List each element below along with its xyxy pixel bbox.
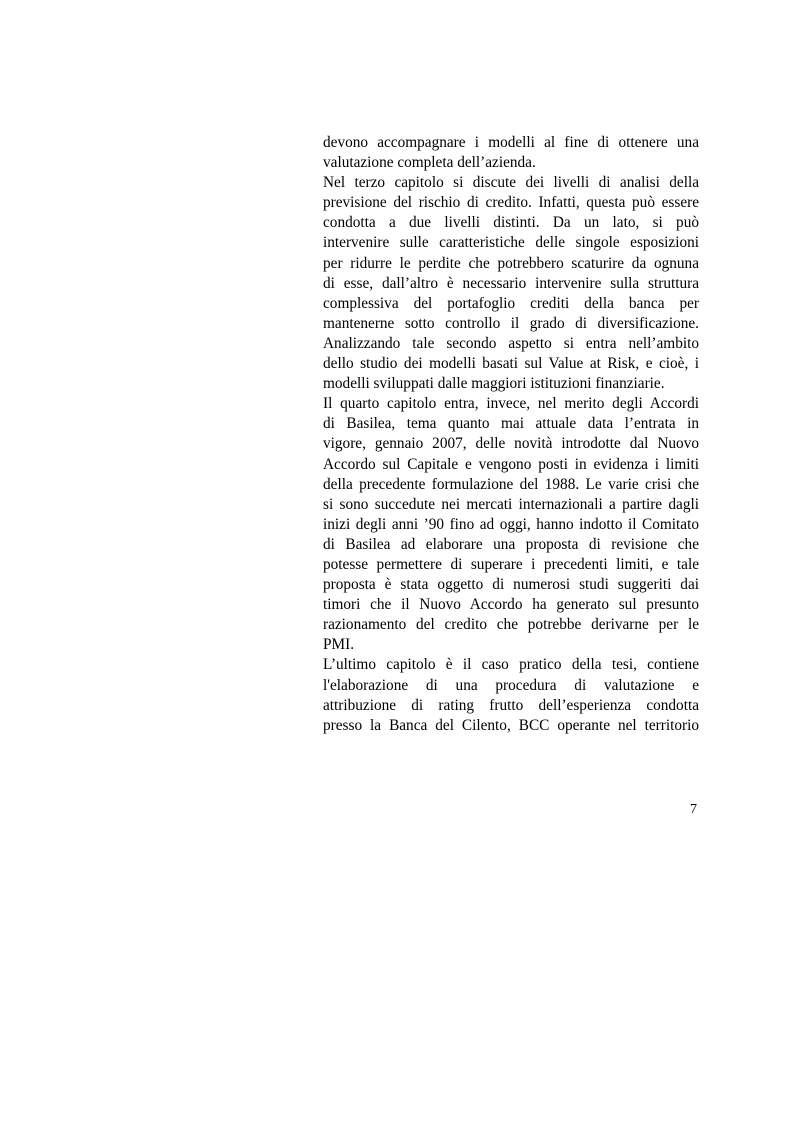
text-line: per ridurre le perdite che potrebbero scaturire da ognuna — [323, 254, 699, 272]
text-line: attribuzione di rating frutto dell’esperienza condotta — [323, 696, 699, 714]
text-line: L’ultimo capitolo è il caso pratico della tesi, contiene — [323, 656, 699, 674]
text-line: di Basilea, tema quanto mai attuale data l’entrata in — [323, 415, 699, 433]
text-line: condotta a due livelli distinti. Da un lato, si può — [323, 214, 699, 232]
text-line: Accordo sul Capitale e vengono posti in evidenza i limiti — [323, 455, 699, 473]
text-line: intervenire sulle caratteristiche delle singole esposizioni — [323, 234, 699, 252]
text-line: vigore, gennaio 2007, delle novità introdotte dal Nuovo — [323, 435, 699, 453]
text-line: PMI. — [323, 636, 355, 654]
text-line: inizi degli anni ’90 fino ad oggi, hanno indotto il Comitato — [323, 515, 699, 533]
text-line: proposta è stata oggetto di numerosi studi suggeriti dai — [323, 576, 699, 594]
text-line: di esse, dall’altro è necessario intervenire sulla struttura — [323, 274, 699, 292]
text-line: valutazione completa dell’azienda. — [323, 154, 536, 172]
text-line: mantenerne sotto controllo il grado di diversificazione. — [323, 314, 699, 332]
text-line: modelli sviluppati dalle maggiori istituzioni finanziarie. — [323, 375, 665, 393]
text-line: dello studio dei modelli basati sul Value at Risk, e cioè, i — [323, 355, 699, 373]
text-line: previsione del rischio di credito. Infatti, questa può essere — [323, 194, 699, 212]
text-line: di Basilea ad elaborare una proposta di revisione che — [323, 535, 699, 553]
text-line: della precedente formulazione del 1988. Le varie crisi che — [323, 475, 699, 493]
text-line: timori che il Nuovo Accordo ha generato sul presunto — [323, 596, 699, 614]
text-line: presso la Banca del Cilento, BCC operante nel territorio — [323, 716, 699, 734]
text-line: Il quarto capitolo entra, invece, nel merito degli Accordi — [323, 395, 699, 413]
page-number: 7 — [690, 802, 697, 817]
body-text — [323, 133, 699, 736]
text-line: si sono succedute nei mercati internazionali a partire dagli — [323, 495, 699, 513]
text-line: complessiva del portafoglio crediti della banca per — [323, 294, 699, 312]
text-line: Nel terzo capitolo si discute dei livelli di analisi della — [323, 174, 699, 192]
text-line: razionamento del credito che potrebbe derivarne per le — [323, 616, 699, 634]
text-line: potesse permettere di superare i precedenti limiti, e tale — [323, 555, 699, 573]
text-line: Analizzando tale secondo aspetto si entra nell’ambito — [323, 334, 699, 352]
text-line: devono accompagnare i modelli al fine di ottenere una — [323, 134, 699, 151]
text-line: l'elaborazione di una procedura di valutazione e — [323, 676, 699, 694]
